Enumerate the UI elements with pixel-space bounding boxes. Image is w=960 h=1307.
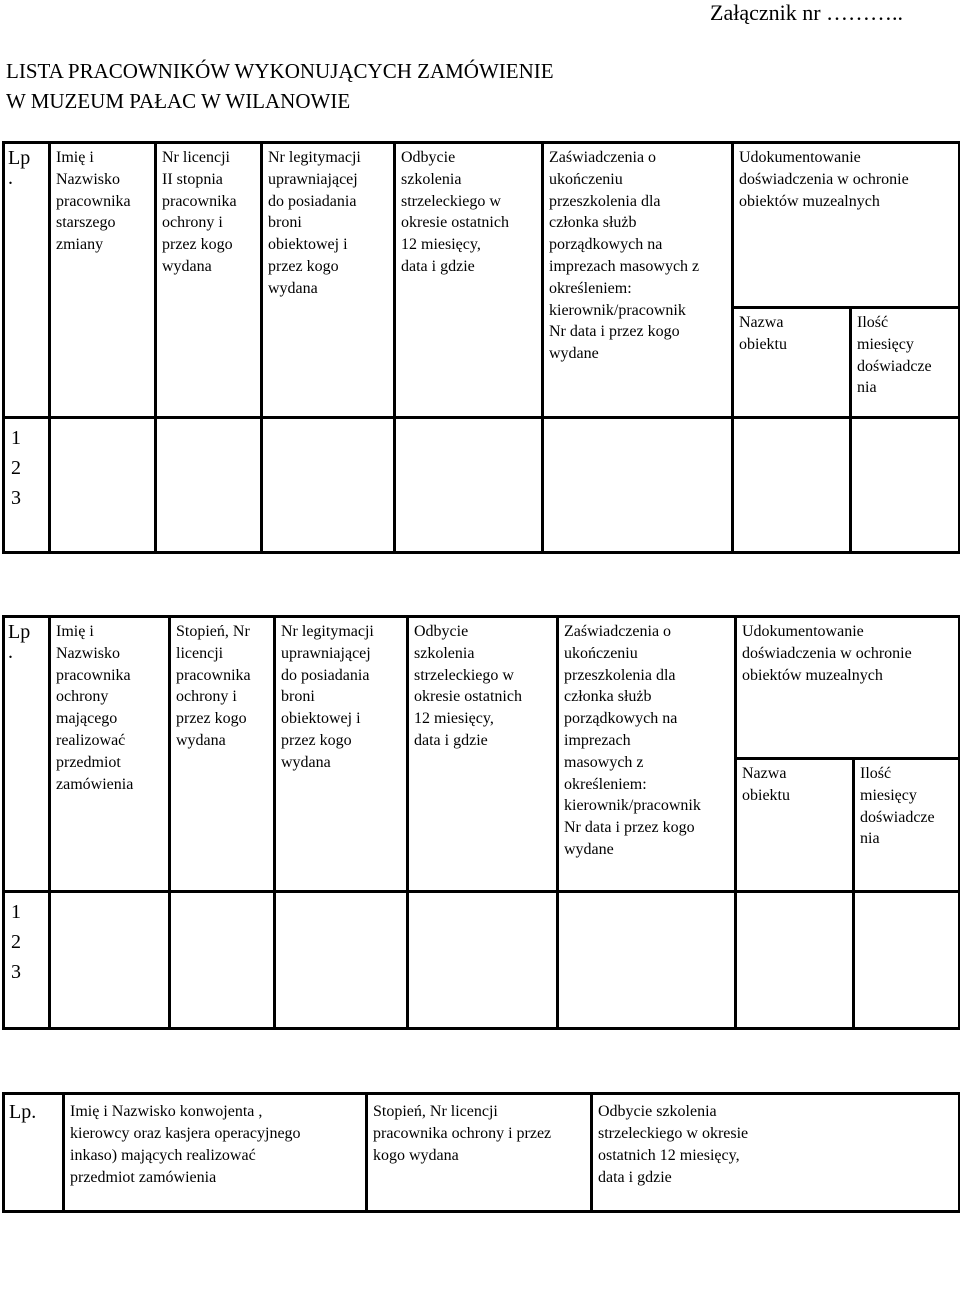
subheader-nazwa-obiektu: Nazwa obiektu — [736, 759, 854, 892]
annex-label: Załącznik nr ……….. — [710, 0, 904, 25]
header-udokumentowanie: Udokumentowanie doświadczenia w ochronie obiektów muzealnych — [733, 143, 960, 308]
table-cell — [854, 892, 960, 1029]
header-zaswiadczenia: Zaświadczenia o ukończeniu przeszkolenia dla członka służb porządkowych na imprezach masowych z określeniem: kierownik/pracownik Nr data i przez kogo wydane — [543, 143, 733, 418]
header-udokumentowanie: Udokumentowanie doświadczenia w ochronie obiektów muzealnych — [736, 617, 960, 759]
table-cell — [733, 418, 851, 553]
table-cell — [395, 418, 543, 553]
header-nr-legitymacji: Nr legitymacji uprawniającej do posiadania broni obiektowej i przez kogo wydana — [275, 617, 408, 892]
row-numbers: 1 2 3 — [4, 892, 50, 1029]
header-imie-nazwisko-konwojenta: Imię i Nazwisko konwojenta , kierowcy oraz kasjera operacyjnego inkaso) mających realizować przedmiot zamówienia — [64, 1094, 367, 1212]
header-nr-legitymacji: Nr legitymacji uprawniającej do posiadania broni obiektowej i przez kogo wydana — [262, 143, 395, 418]
table-cell — [156, 418, 262, 553]
header-stopien-licencji: Stopień, Nr licencji pracownika ochrony i przez kogo wydana — [367, 1094, 592, 1212]
table-cell — [851, 418, 960, 553]
header-lp: Lp. — [4, 1094, 64, 1212]
table-pracownicy-ochrony — [2, 615, 960, 1030]
title-line-2: W MUZEUM PAŁAC W WILANOWIE — [6, 89, 351, 113]
subheader-ilosc-miesiecy: Ilość miesięcy doświadcze nia — [851, 308, 960, 418]
header-szkolenie-strzeleckie: Odbycie szkolenia strzeleckiego w okresie ostatnich 12 miesięcy, data i gdzie — [408, 617, 558, 892]
page-title — [6, 56, 554, 116]
table-cell — [50, 892, 170, 1029]
title-line-1: LISTA PRACOWNIKÓW WYKONUJĄCYCH ZAMÓWIENIE — [6, 59, 554, 83]
header-lp: Lp . — [4, 143, 50, 418]
header-szkolenie-strzeleckie: Odbycie szkolenia strzeleckiego w okresie ostatnich 12 miesięcy, data i gdzie — [395, 143, 543, 418]
table-cell — [408, 892, 558, 1029]
table-konwojenci — [2, 1092, 960, 1213]
table-cell — [262, 418, 395, 553]
table-cell — [736, 892, 854, 1029]
table-cell — [543, 418, 733, 553]
table-cell — [50, 418, 156, 553]
subheader-ilosc-miesiecy: Ilość miesięcy doświadcze nia — [854, 759, 960, 892]
header-imie-nazwisko: Imię i Nazwisko pracownika ochrony mającego realizować przedmiot zamówienia — [50, 617, 170, 892]
header-lp: Lp . — [4, 617, 50, 892]
table-cell — [558, 892, 736, 1029]
header-nr-licencji: Nr licencji II stopnia pracownika ochrony i przez kogo wydana — [156, 143, 262, 418]
header-stopien-licencji: Stopień, Nr licencji pracownika ochrony i przez kogo wydana — [170, 617, 275, 892]
header-szkolenie-strzeleckie: Odbycie szkolenia strzeleckiego w okresie ostatnich 12 miesięcy, data i gdzie — [592, 1094, 960, 1212]
table-cell — [170, 892, 275, 1029]
header-imie-nazwisko: Imię i Nazwisko pracownika starszego zmiany — [50, 143, 156, 418]
subheader-nazwa-obiektu: Nazwa obiektu — [733, 308, 851, 418]
row-numbers: 1 2 3 — [4, 418, 50, 553]
header-zaswiadczenia: Zaświadczenia o ukończeniu przeszkolenia dla członka służb porządkowych na imprezach masowych z określeniem: kierownik/pracownik Nr data i przez kogo wydane — [558, 617, 736, 892]
table-starsi-zmiany — [2, 141, 960, 554]
table-cell — [275, 892, 408, 1029]
